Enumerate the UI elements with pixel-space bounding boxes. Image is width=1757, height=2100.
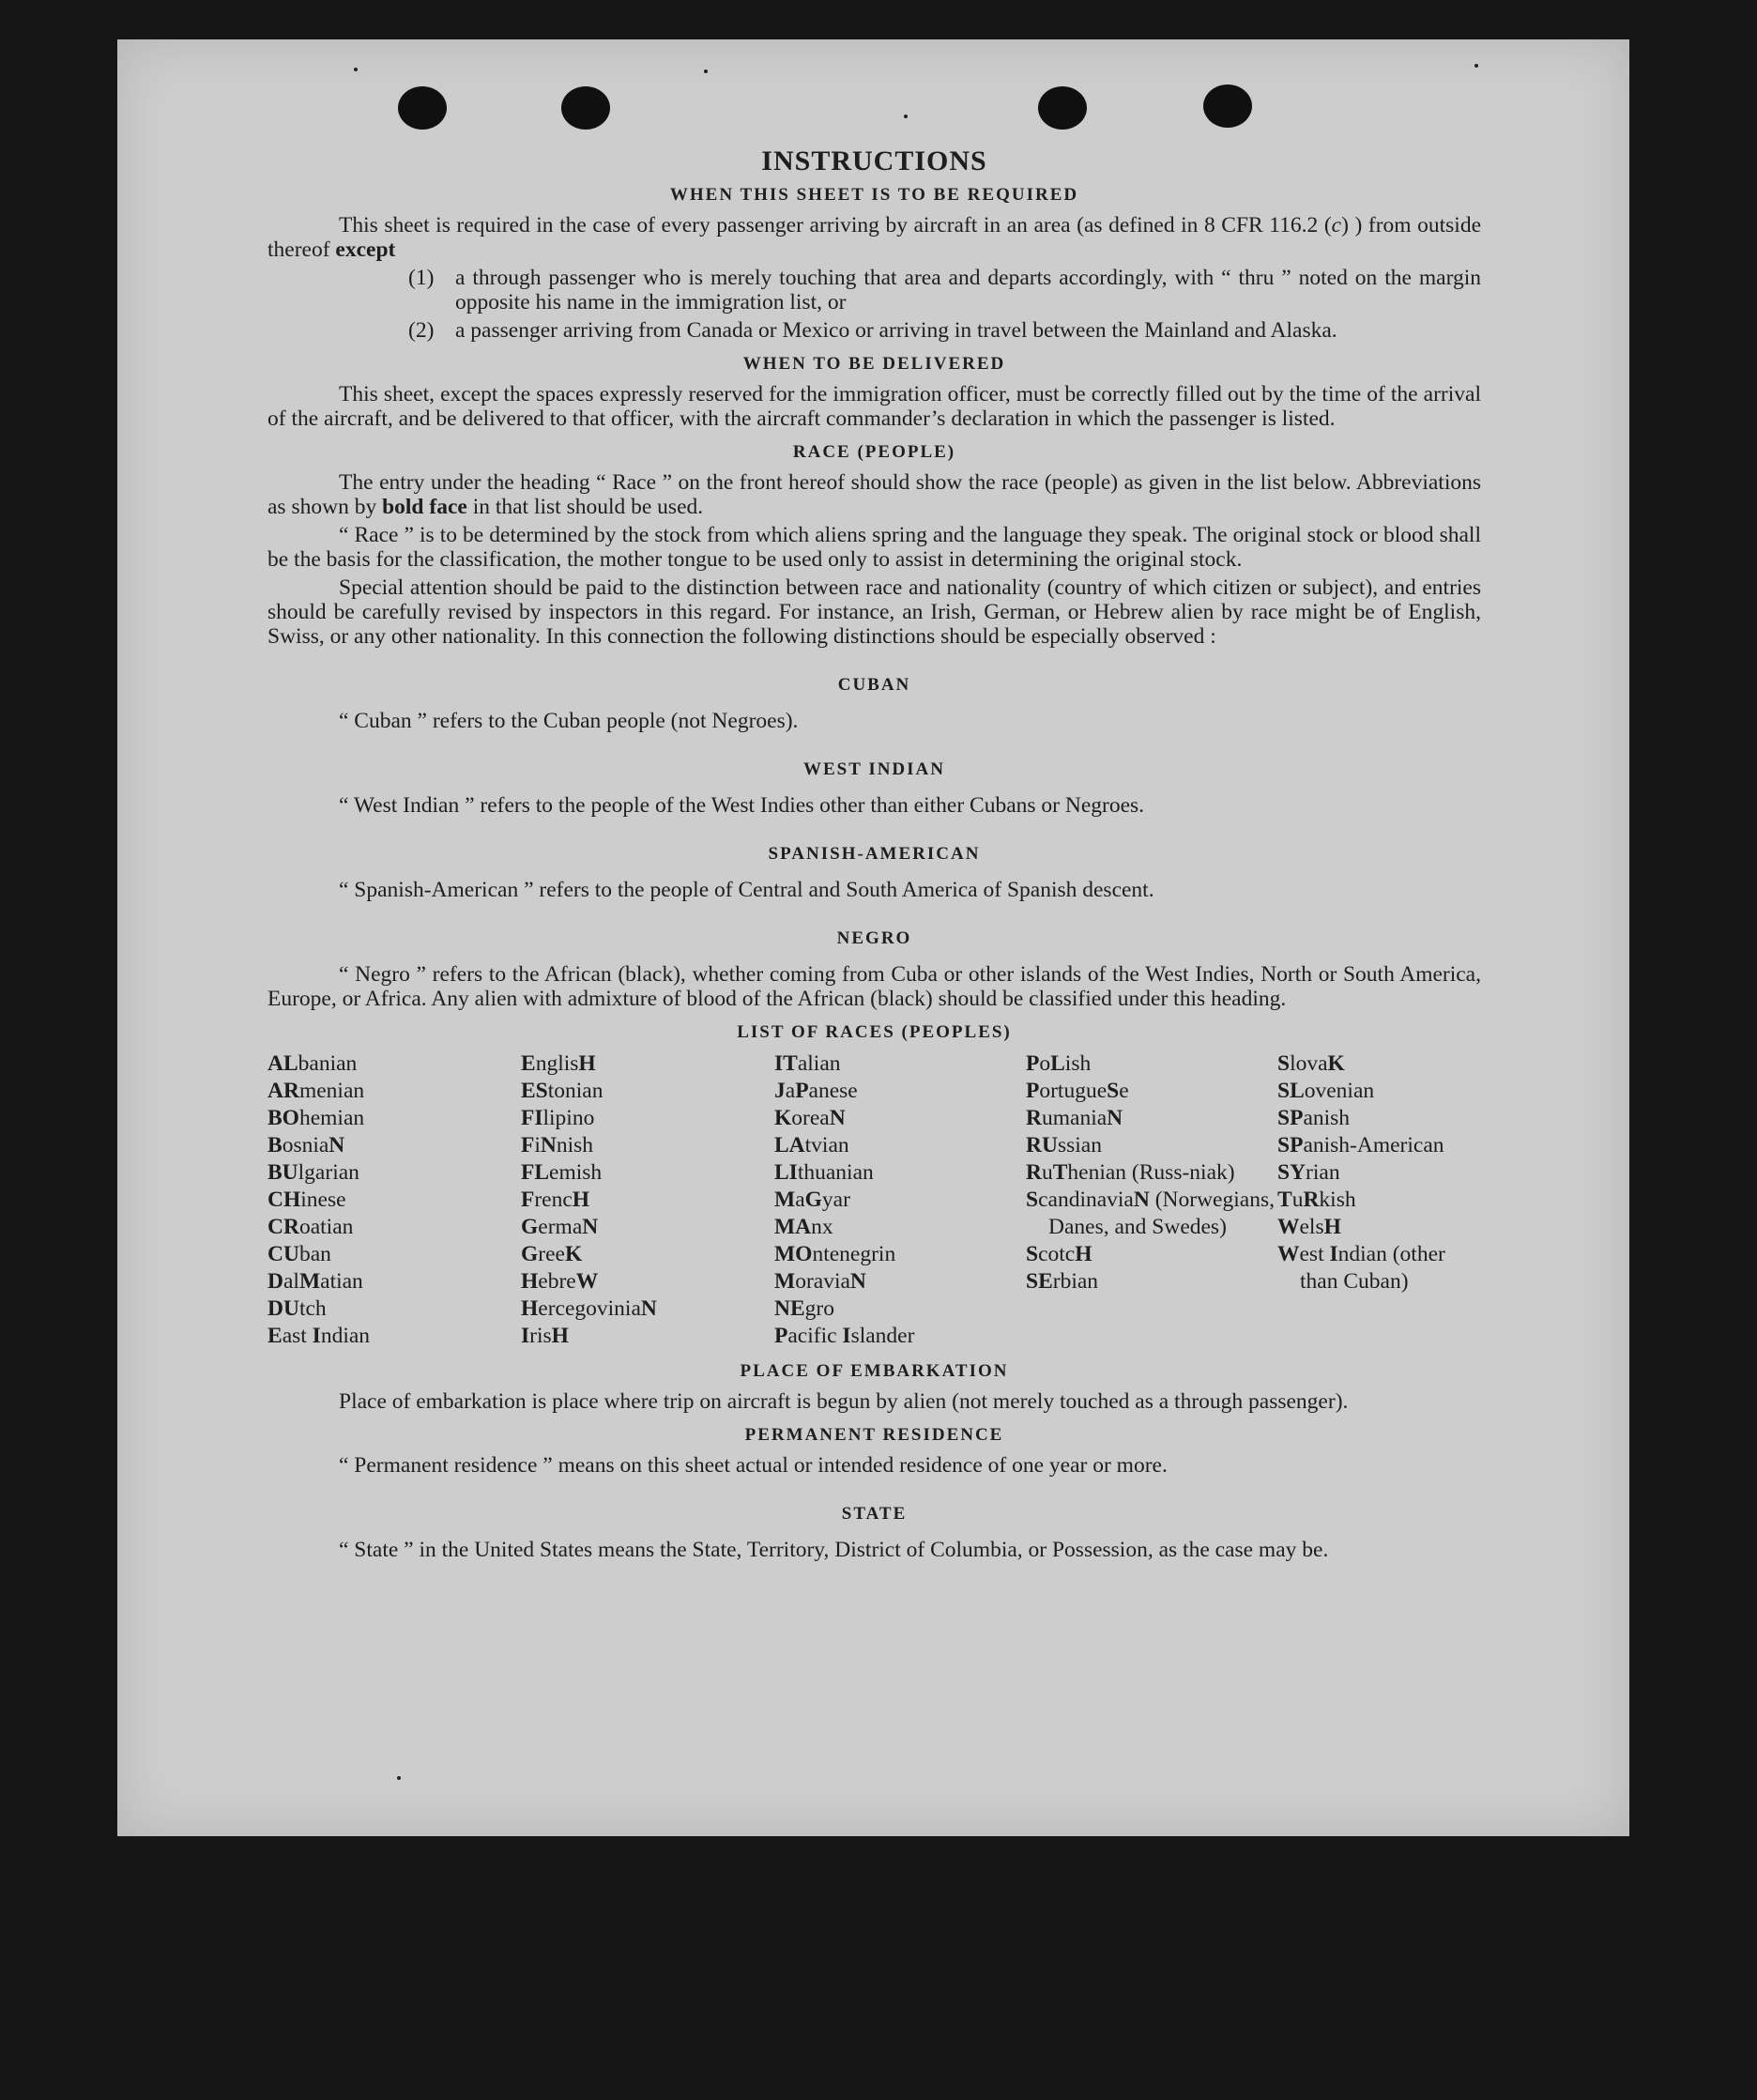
heading-place-of-embarkation: PLACE OF EMBARKATION <box>740 1361 1009 1381</box>
race-entry: Pacific Islander <box>774 1324 915 1348</box>
exception-item: (2) a passenger arriving from Canada or Mexico or arriving in travel between the Mainland and Alaska. <box>408 318 1337 343</box>
heading-race: RACE (PEOPLE) <box>792 442 956 462</box>
exception-item: (1) a through passenger who is merely touching that area and departs accordingly, with “ thru ” noted on the margin opposite his name in the immigration list, or <box>408 266 1481 314</box>
document-title: INSTRUCTIONS <box>761 146 987 176</box>
paragraph-spanish-american: “ Spanish-American ” refers to the people of Central and South America of Spanish descent. <box>339 878 1154 902</box>
race-entry: HebreW <box>521 1269 599 1294</box>
race-entry: FrencH <box>521 1188 590 1212</box>
heading-cuban: CUBAN <box>837 675 911 695</box>
race-entry: FLemish <box>521 1160 603 1185</box>
punch-hole <box>1203 84 1252 128</box>
race-entry: GermaN <box>521 1215 599 1239</box>
paragraph-race-2: “ Race ” is to be determined by the stock from which aliens spring and the language they speak. The original stock or blood shall be the basis for the classification, the mother tongue to be used only to assist in determining the original stock. <box>267 523 1481 572</box>
document-body <box>267 146 1482 1566</box>
race-list-column <box>1277 1050 1481 1350</box>
race-entry: RumaniaN <box>1026 1106 1123 1130</box>
race-entry: EnglisH <box>521 1051 596 1076</box>
heading-permanent-residence: PERMANENT RESIDENCE <box>744 1425 1004 1445</box>
heading-list-of-races: LIST OF RACES (PEOPLES) <box>737 1022 1012 1042</box>
race-entry: MoraviaN <box>774 1269 866 1294</box>
paragraph-negro: “ Negro ” refers to the African (black), whether coming from Cuba or other islands of the West Indies, North or South America, Europe, or Africa. Any alien with admixture of blood of the African (black) should be classified under this heading. <box>267 962 1481 1011</box>
race-entry: FiNnish <box>521 1133 594 1157</box>
race-entry: CHinese <box>267 1188 346 1212</box>
race-entry: East Indian <box>267 1324 371 1348</box>
race-entry: SLovenian <box>1277 1079 1375 1103</box>
race-list-column <box>774 1050 1026 1350</box>
race-entry: WelsH <box>1277 1215 1341 1239</box>
race-entry: MAnx <box>774 1215 833 1239</box>
paragraph-race-3: Special attention should be paid to the distinction between race and nationality (country of which citizen or subject), and entries should be carefully revised by inspectors in this regard. For instance, an Irish, German, or Hebrew alien by race might be of English, Swiss, or any other nationality. In this connection the following distinctions should be especially observed : <box>267 575 1481 649</box>
race-entry: PoLish <box>1026 1051 1092 1076</box>
paragraph-when-delivered: This sheet, except the spaces expressly reserved for the immigration officer, must be correctly filled out by the time of the arrival of the aircraft, and be delivered to that officer, with the aircraft commander’s declaration in which the passenger is listed. <box>267 382 1481 431</box>
race-entry: HercegoviniaN <box>521 1296 657 1321</box>
document-sheet <box>117 39 1629 1836</box>
race-entry: SYrian <box>1277 1160 1340 1185</box>
race-entry: ScotcH <box>1026 1242 1092 1266</box>
heading-spanish-american: SPANISH-AMERICAN <box>768 844 981 864</box>
paragraph-west-indian: “ West Indian ” refers to the people of the West Indies other than either Cubans or Negroes. <box>339 793 1145 818</box>
race-entry: CUban <box>267 1242 331 1266</box>
race-entry: DUtch <box>267 1296 327 1321</box>
race-entry: GreeK <box>521 1242 583 1266</box>
heading-when-required: WHEN THIS SHEET IS TO BE REQUIRED <box>669 185 1079 205</box>
race-entry: FIlipino <box>521 1106 595 1130</box>
race-entry: SErbian <box>1026 1269 1099 1294</box>
race-entry: ARmenian <box>267 1079 365 1103</box>
race-entry: MaGyar <box>774 1188 850 1212</box>
race-list <box>267 1050 1481 1350</box>
paragraph-state: “ State ” in the United States means the State, Territory, District of Columbia, or Possession, as the case may be. <box>339 1538 1329 1562</box>
punch-hole <box>1038 86 1087 130</box>
race-entry: TuRkish <box>1277 1188 1356 1212</box>
heading-when-delivered: WHEN TO BE DELIVERED <box>742 354 1006 374</box>
race-entry: BUlgarian <box>267 1160 359 1185</box>
race-entry: KoreaN <box>774 1106 846 1130</box>
punch-hole <box>398 86 447 130</box>
race-entry: LIthuanian <box>774 1160 874 1185</box>
race-list-column <box>521 1050 774 1350</box>
race-entry: RuThenian (Russ-niak) <box>1026 1160 1235 1185</box>
punch-hole <box>561 86 610 130</box>
race-entry: IrisH <box>521 1324 569 1348</box>
race-list-column <box>267 1050 521 1350</box>
paragraph-when-required: This sheet is required in the case of every passenger arriving by aircraft in an area (as defined in 8 CFR 116.2 (c) ) from outside thereof except <box>267 213 1482 262</box>
race-entry: SPanish <box>1277 1106 1351 1130</box>
race-entry: BosniaN <box>267 1133 345 1157</box>
heading-negro: NEGRO <box>836 928 912 948</box>
race-entry: ScandinaviaN (Norwegians, Danes, and Swedes) <box>1026 1188 1275 1239</box>
heading-state: STATE <box>841 1504 908 1524</box>
heading-west-indian: WEST INDIAN <box>803 759 945 779</box>
race-list-column <box>1026 1050 1277 1350</box>
paragraph-race-1: The entry under the heading “ Race ” on the front hereof should show the race (people) as given in the list below. Abbreviations as shown by bold face in that list should be used. <box>267 470 1481 519</box>
race-entry: MOntenegrin <box>774 1242 896 1266</box>
race-entry: NEgro <box>774 1296 834 1321</box>
race-entry: ALbanian <box>267 1051 358 1076</box>
race-entry: SPanish-American <box>1277 1133 1444 1157</box>
race-entry: CRoatian <box>267 1215 354 1239</box>
race-entry: LAtvian <box>774 1133 849 1157</box>
paragraph-permanent-residence: “ Permanent residence ” means on this sheet actual or intended residence of one year or more. <box>339 1453 1168 1478</box>
race-entry: EStonian <box>521 1079 603 1103</box>
paragraph-cuban: “ Cuban ” refers to the Cuban people (not Negroes). <box>339 709 799 733</box>
race-entry: BOhemian <box>267 1106 365 1130</box>
race-entry: West Indian (other than Cuban) <box>1277 1242 1445 1294</box>
race-entry: DalMatian <box>267 1269 363 1294</box>
race-entry: ITalian <box>774 1051 841 1076</box>
race-entry: PortugueSe <box>1026 1079 1129 1103</box>
race-entry: RUssian <box>1026 1133 1102 1157</box>
paragraph-place-of-embarkation: Place of embarkation is place where trip on aircraft is begun by alien (not merely touched as a through passenger). <box>339 1389 1349 1414</box>
race-entry: JaPanese <box>774 1079 858 1103</box>
race-entry: SlovaK <box>1277 1051 1345 1076</box>
